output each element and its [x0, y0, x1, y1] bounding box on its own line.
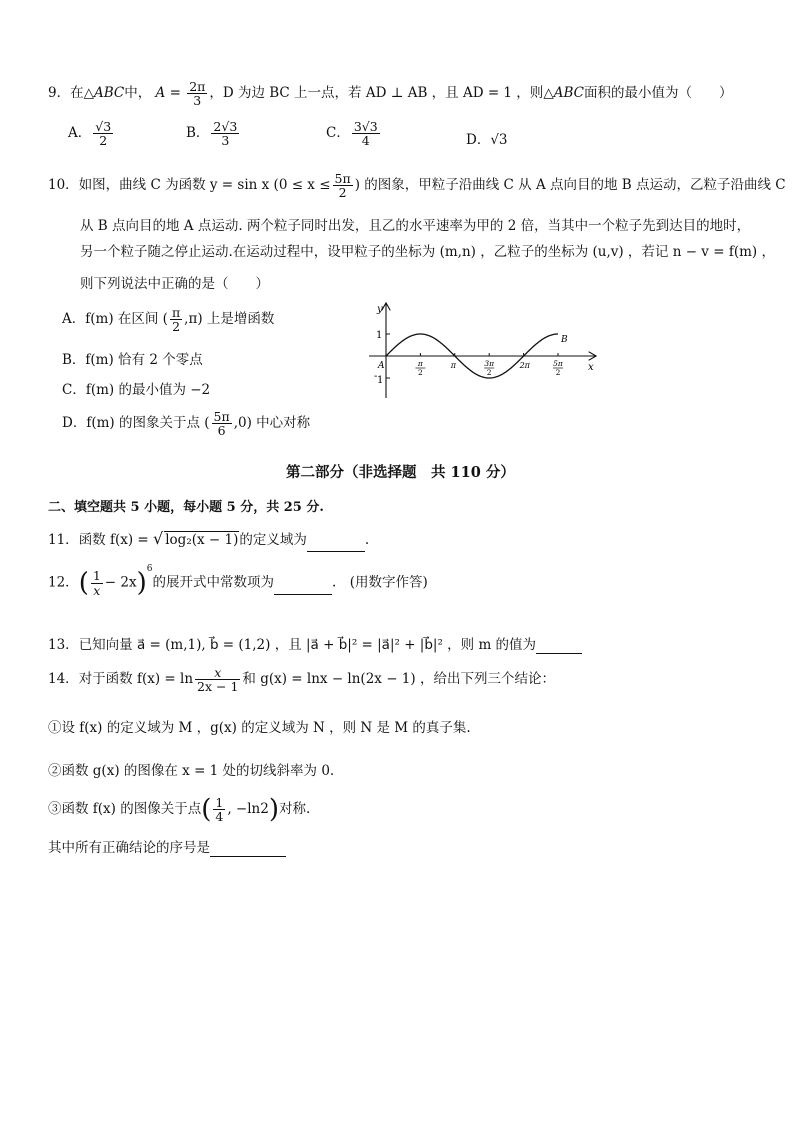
question-11: 11．函数 f(x) = √ log₂(x − 1)的定义域为 . — [48, 528, 369, 552]
answer-blank — [536, 637, 582, 654]
x-tick-label: π — [450, 361, 457, 370]
sqrt-expression: log₂(x − 1) — [165, 532, 239, 548]
sine-curve-figure — [355, 300, 600, 402]
question-10-line-1: 10．如图，曲线 C 为函数 y = sin x (0 ≤ x ≤ $\frac{5\pi}{2}$ ) 的图象，甲粒子沿曲线 C 从 A 点向目的地 B 点运动，乙粒子沿曲线 C — [48, 171, 786, 201]
statement-2: ②函数 g(x) 的图像在 x = 1 处的切线斜率为 0. — [48, 763, 335, 779]
question-10-line-2: 从 B 点向目的地 A 点运动. 两个粒子同时出发，且乙的水平速率为甲的 2 倍，当其中一个粒子先到达目的地时， — [80, 218, 751, 234]
question-14-tail: 其中所有正确结论的序号是 — [48, 836, 286, 857]
x-tick-label-numerator: 5π — [553, 359, 563, 368]
point-a-label: A — [378, 361, 385, 371]
x-tick-label-denominator: 2 — [418, 368, 423, 377]
option-d: D．√3 — [466, 132, 508, 148]
question-number: 14． — [48, 671, 79, 688]
x-axis-label: x — [588, 362, 594, 373]
q10-option-d: D．f(m) 的图象关于点 ( $\frac{5\pi}{6}$ ,0) 中心对称 — [62, 409, 311, 439]
y-axis-label: y — [377, 304, 383, 315]
fraction: $\frac{1}{4}$ — [215, 795, 224, 825]
fraction: $\frac{2√3}{3}$ — [213, 119, 238, 149]
fraction: $\frac{2\pi}{3}$ — [189, 79, 206, 109]
answer-blank — [210, 840, 286, 857]
x-tick-label-numerator: 3π — [484, 359, 495, 368]
question-10-line-4: 则下列说法中正确的是（ ） — [80, 276, 269, 292]
answer-blank — [307, 529, 365, 552]
statement-1: ①设 f(x) 的定义域为 M ，g(x) 的定义域为 N ，则 N 是 M 的真子集. — [48, 720, 471, 736]
fraction: $\frac{5\pi}{6}$ — [213, 409, 230, 439]
question-9 — [48, 80, 732, 114]
x-tick-label-denominator: 2 — [486, 368, 492, 377]
x-tick-label-numerator: π — [417, 359, 423, 368]
angle-label: A = — [155, 85, 181, 102]
question-number: 10． — [48, 177, 79, 194]
option-b: B． $\frac{2√3}{3}$ — [186, 119, 238, 149]
answer-blank — [274, 572, 332, 595]
question-14: 14．对于函数 f(x) = ln $\frac{x}{2x - 1}$ 和 g(x) = lnx − ln(2x − 1) ，给出下列三个结论： — [48, 665, 555, 695]
triangle-label: △ABC — [543, 85, 584, 102]
y-tick-neg1-minus: - — [374, 371, 378, 382]
question-10-line-3: 另一个粒子随之停止运动.在运动过程中，设甲粒子的坐标为 (m,n) ，乙粒子的坐标为 (u,v) ，若记 n − v = f(m) ， — [80, 244, 775, 260]
question-number: 11． — [48, 532, 79, 548]
question-text: 在 — [70, 85, 84, 102]
fraction: $\frac{3√3}{4}$ — [353, 119, 378, 149]
q10-option-a: A．f(m) 在区间 ( $\frac{\pi}{2}$ ,π) 上是增函数 — [62, 305, 275, 335]
x-tick-label: 2π — [519, 361, 530, 370]
question-number: 13． — [48, 637, 79, 653]
y-tick-1: 1 — [376, 330, 383, 341]
q10-option-c: C．f(m) 的最小值为 −2 — [62, 382, 211, 398]
triangle-label: △ABC — [83, 85, 125, 102]
fraction: $\frac{√3}{2}$ — [95, 119, 112, 149]
question-13: 13．已知向量 a⃗ = (m,1), b⃗ = (1,2) ，且 |a⃗ + b⃗|² = |a⃗|² + |b⃗|² ，则 m 的值为 — [48, 633, 582, 654]
point-b-label: B — [561, 335, 568, 345]
fraction: $\frac{5\pi}{2}$ — [334, 171, 351, 201]
question-12: 12．( $\frac{1}{x}$ − 2x)$^6$的展开式中常数项为 . (用数字作答) — [48, 564, 428, 598]
question-number: 9． — [48, 85, 71, 102]
question-text: 面积的最小值为（ ） — [583, 85, 733, 102]
fraction: $\frac{\pi}{2}$ — [171, 305, 181, 335]
question-text: 中， — [124, 85, 152, 102]
x-tick-label-denominator: 2 — [555, 368, 561, 377]
section-heading: 二、填空题共 5 小题，每小题 5 分，共 25 分. — [48, 500, 324, 515]
exponent: 6 — [146, 564, 153, 574]
statement-3: ③函数 f(x) 的图像关于点( $\frac{1}{4}$ , −ln2)对称. — [48, 794, 311, 825]
fraction: $\frac{x}{2x - 1}$ — [197, 665, 239, 695]
x-ticks — [415, 353, 564, 377]
question-text: ，D 为边 BC 上一点，若 AD ⊥ AB ，且 AD = 1 ，则 — [209, 85, 544, 102]
option-a: A． $\frac{√3}{2}$ — [68, 119, 112, 149]
fraction: $\frac{1}{x}$ — [92, 568, 101, 598]
part-two-title: 第二部分（非选择题 共 110 分） — [286, 464, 515, 481]
y-tick-neg1: 1 — [377, 375, 384, 386]
question-number: 12． — [48, 574, 79, 591]
q10-option-b: B．f(m) 恰有 2 个零点 — [62, 352, 203, 368]
option-c: C． $\frac{3√3}{4}$ — [326, 119, 378, 149]
